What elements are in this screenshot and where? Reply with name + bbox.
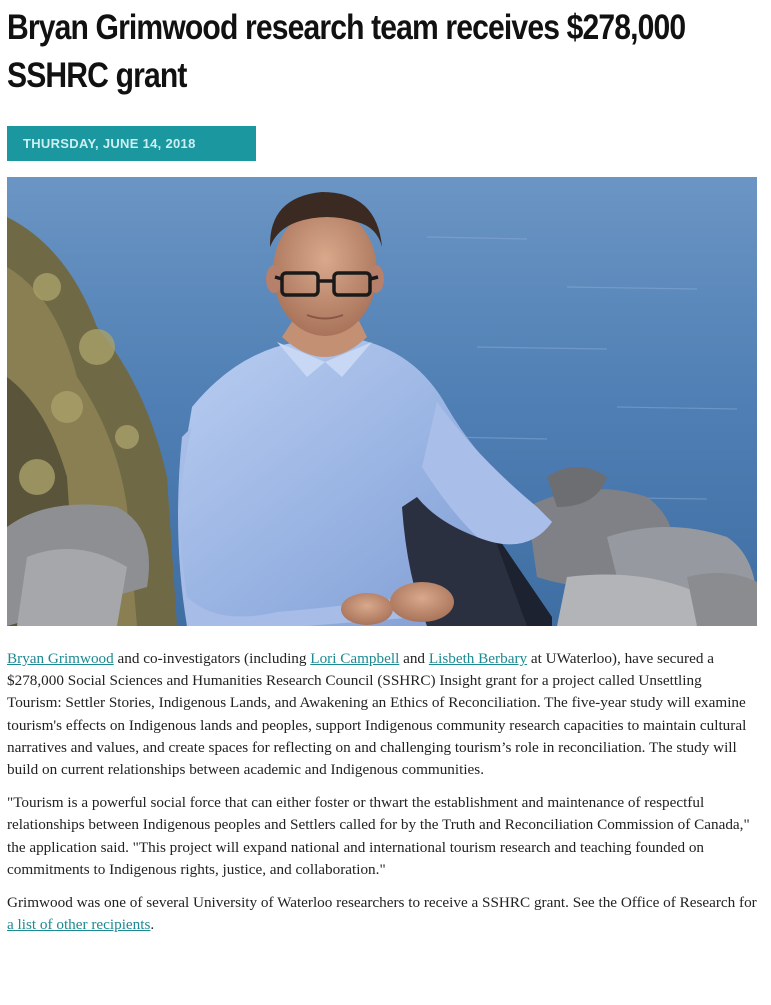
date-badge: THURSDAY, JUNE 14, 2018 xyxy=(7,126,256,161)
article-title: Bryan Grimwood research team receives $278,000 SSHRC grant xyxy=(7,8,686,95)
paragraph-1-text-b: and xyxy=(399,650,429,667)
paragraph-3-text-a: Grimwood was one of several University of Waterloo researchers to receive a SSHRC grant. See the Office of Research for xyxy=(7,894,757,912)
link-bryan-grimwood[interactable]: Bryan Grimwood xyxy=(7,650,114,667)
article-body xyxy=(7,648,759,947)
paragraph-1-text-c: at UWaterloo), have secured a $278,000 Social Sciences and Humanities Research Council (SSHRC) Insight grant for a project called Unsettling Tourism: Settler Stories, Indigenous Lands, and Awakening an Ethics of Reconciliation. The five-year study will examine tourism's effects on Indigenous lands and peoples, support Indigenous community research capacities to maintain cultural narratives and values, and create spaces for reflecting on and challenging tourism’s role in reconciliation. The study will build on current relationships between academic and Indigenous communities. xyxy=(7,650,747,779)
article-photo xyxy=(7,177,757,626)
link-lori-campbell[interactable]: Lori Campbell xyxy=(310,650,400,667)
paragraph-1 xyxy=(7,648,759,781)
link-other-recipients[interactable]: a list of other recipients xyxy=(7,916,151,934)
paragraph-1-text-a: and co-investigators (including xyxy=(113,650,311,667)
portrait-photo-illustration xyxy=(7,177,757,626)
paragraph-3 xyxy=(7,892,759,936)
paragraph-3-text-b: . xyxy=(150,916,155,934)
paragraph-2: "Tourism is a powerful social force that can either foster or thwart the establishment and maintenance of respectful relationships between Indigenous peoples and Settlers called for by the Truth and Reconciliation Commission of Canada," the application said. "This project will expand national and international tourism research and teaching founded on commitments to Indigenous rights, justice, and collaboration." xyxy=(7,794,750,878)
link-lisbeth-berbary[interactable]: Lisbeth Berbary xyxy=(428,650,528,667)
